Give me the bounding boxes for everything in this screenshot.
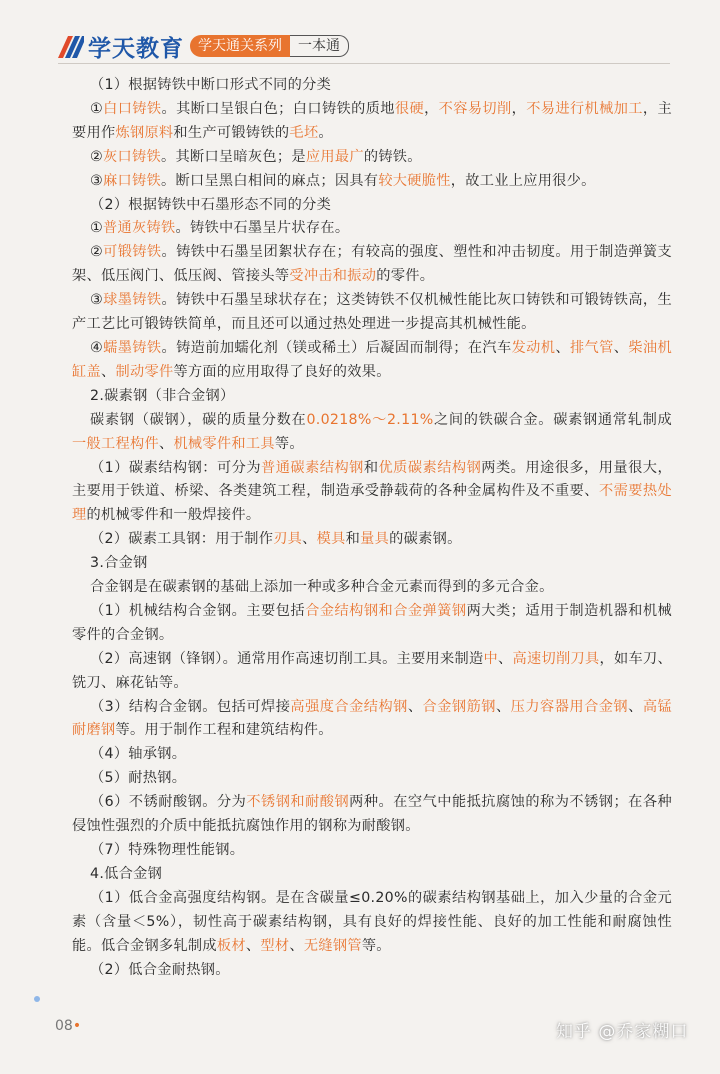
text-run: ④	[90, 339, 104, 356]
location-pin-icon	[34, 996, 40, 1002]
text-run: （1）机械结构合金钢。主要包括	[90, 602, 306, 619]
paragraph	[72, 170, 672, 194]
highlight-term: 很硬	[394, 100, 425, 117]
text-run: 的机械零件和一般焊接件。	[86, 507, 261, 524]
highlight-term: 柴油机缸盖	[72, 339, 672, 380]
text-run: 两种。在空气中能抵抗腐蚀的称为不锈钢；在各种侵蚀性强烈的介质中能抵抗腐蚀作用的钢称为耐酸钢。	[72, 794, 672, 835]
body-text	[72, 74, 672, 982]
highlight-term: 受冲击和振动	[289, 268, 377, 285]
text-run: 。其断口呈银白色；白口铸铁的质地	[161, 100, 395, 117]
text-run: ，如车刀、铣刀、麻花钻等。	[72, 650, 672, 691]
series-badge	[190, 34, 349, 58]
paragraph	[72, 337, 672, 385]
highlight-term: 排气管	[569, 339, 614, 356]
text-run: 、	[613, 339, 629, 356]
paragraph	[72, 959, 672, 983]
text-run: （1）碳素结构钢：可分为	[90, 459, 262, 476]
paragraph	[72, 552, 672, 576]
text-run: ①	[90, 100, 104, 117]
paragraph	[72, 576, 672, 600]
text-run: 2.碳素钢（非合金钢）	[90, 387, 235, 404]
paragraph	[72, 743, 672, 767]
logo-mark-icon	[58, 36, 84, 58]
highlight-term: 中	[483, 650, 499, 667]
highlight-term: 麻口铸铁	[103, 172, 161, 189]
paragraph	[72, 241, 672, 289]
paragraph	[72, 217, 672, 241]
highlight-term: 刃具	[273, 531, 303, 548]
text-run: 和	[363, 459, 379, 476]
text-run: ，	[424, 100, 439, 117]
text-run: 。铸铁中石墨呈球状存在；这类铸铁不仅机械性能比灰口铸铁和可锻铸铁高，生产工艺比可锻铸铁简单，而且还可以通过热处理进一步提高其机械性能。	[72, 292, 672, 333]
text-run: （2）高速钢（锋钢）。通常用作高速切削工具。主要用来制造	[90, 650, 484, 667]
page-header	[0, 0, 720, 66]
highlight-term: 白口铸铁	[103, 100, 162, 117]
text-run: 的碳素钢。	[389, 531, 462, 548]
highlight-term: 板材	[216, 937, 246, 954]
paragraph	[72, 600, 672, 648]
highlight-term: 应用最广	[305, 148, 364, 165]
paragraph	[72, 457, 672, 529]
highlight-term: 球墨铸铁	[103, 292, 162, 309]
text-run: 。其断口呈暗灰色；是	[160, 148, 306, 165]
highlight-term: 型材	[260, 937, 290, 954]
highlight-term: 毛坯	[289, 124, 319, 141]
highlight-term: 量具	[360, 531, 390, 548]
paragraph	[72, 528, 672, 552]
text-run: （1）根据铸铁中断口形式不同的分类	[90, 77, 332, 93]
paragraph	[72, 74, 672, 98]
series-subtitle: 一本通	[290, 35, 349, 57]
highlight-term: 高强度合金结构钢	[290, 698, 408, 715]
highlight-term: 一般工程构件	[72, 435, 159, 452]
highlight-term: 合金钢筋钢	[422, 698, 496, 715]
highlight-term: 发动机	[511, 339, 556, 356]
paragraph	[72, 767, 672, 791]
highlight-term: 蠕墨铸铁	[103, 339, 162, 356]
watermark: 知乎 @乔家糊口	[556, 1022, 689, 1042]
text-run: （2）碳素工具钢：用于制作	[90, 531, 274, 548]
text-run: 、	[407, 698, 423, 715]
text-run: 、	[158, 435, 174, 452]
paragraph	[72, 863, 672, 887]
text-run: ③	[90, 172, 104, 189]
page-number: 08•	[55, 1018, 82, 1034]
highlight-term: 合金结构钢和合金弹簧钢	[305, 602, 467, 619]
highlight-term: 优质碳素结构钢	[378, 459, 482, 476]
text-run: 的铸铁。	[363, 148, 422, 165]
text-run: ，故工业上应用很少。	[450, 172, 596, 189]
logo	[58, 30, 184, 63]
text-run: （5）耐热钢。	[90, 770, 187, 787]
text-run: 、	[628, 698, 643, 715]
text-run: 、	[302, 531, 317, 548]
text-run: （1）低合金高强度结构钢。是在含碳量≤0.20%的碳素结构钢基础上，加入少量的合金元素（含量＜5%），韧性高于碳素结构钢，具有良好的焊接性能、良好的加工性能和耐腐蚀性能。低合金钢多轧制成	[72, 889, 672, 954]
highlight-term: 高速切削刀具	[512, 650, 600, 667]
text-run: （3）结构合金钢。包括可焊接	[90, 698, 291, 715]
text-run: 。铸造前加蠕化剂（镁或稀土）后凝固而制得；在汽车	[161, 339, 512, 356]
text-run: 等。用于制作工程和建筑结构件。	[115, 722, 333, 739]
paragraph	[72, 385, 672, 409]
text-run: 。	[318, 124, 333, 141]
highlight-term: 制动零件	[115, 363, 174, 380]
paragraph	[72, 887, 672, 959]
highlight-term: 高锰耐磨钢	[72, 698, 672, 739]
text-run: 。铸铁中石墨呈团絮状存在；有较高的强度、塑性和冲击韧度。用于制造弹簧支架、低压阀门、低压阀、管接头等	[72, 244, 672, 285]
paragraph	[72, 791, 672, 839]
text-run: 、	[100, 363, 116, 380]
paragraph	[72, 194, 672, 218]
text-run: 和	[345, 531, 361, 548]
text-run: 两类。用途很多，用量很大，主要用于铁道、桥梁、各类建筑工程，制造承受静载荷的各种金属构件及不重要、	[72, 459, 672, 500]
highlight-term: 不容易切削	[438, 100, 512, 117]
highlight-term: 无缝钢管	[303, 937, 362, 954]
text-run: （2）低合金耐热钢。	[90, 961, 230, 978]
text-run: ①	[90, 220, 104, 237]
text-run: 。断口呈黑白相间的麻点；因具有	[160, 172, 379, 189]
series-tag: 学天通关系列	[190, 35, 290, 57]
highlight-term: 0.0218%～2.11%	[306, 411, 434, 428]
text-run: 、	[555, 339, 570, 356]
text-run: 和生产可锻铸铁的	[173, 124, 290, 141]
text-run: （7）特殊物理性能钢。	[90, 842, 245, 858]
brand-name: 学天教育	[88, 36, 184, 62]
highlight-term: 普通碳素结构钢	[261, 459, 364, 476]
text-run: （4）轴承钢。	[90, 746, 187, 763]
paragraph	[72, 98, 672, 146]
text-run: 的零件。	[376, 268, 435, 285]
text-run: ②	[90, 148, 104, 165]
text-run: 合金钢是在碳素钢的基础上添加一种或多种合金元素而得到的多元合金。	[90, 579, 554, 596]
highlight-term: 不锈钢和耐酸钢	[246, 794, 350, 811]
text-run: 等。	[274, 435, 304, 452]
text-run: 4.低合金钢	[90, 865, 163, 882]
text-run: ③	[90, 292, 104, 309]
text-run: ②	[90, 244, 104, 261]
text-run: 两大类；适用于制造机器和机械零件的合金钢。	[72, 602, 672, 643]
highlight-term: 可锻铸铁	[103, 244, 162, 261]
text-run: 。铸铁中石墨呈片状存在。	[175, 220, 350, 237]
text-run: 、	[289, 937, 304, 954]
paragraph	[72, 146, 672, 170]
text-run: ，主要用作	[72, 100, 672, 141]
paragraph	[72, 409, 672, 457]
paragraph	[72, 648, 672, 696]
text-run: 之间的铁碳合金。碳素钢通常轧制成	[433, 411, 673, 428]
highlight-term: 不需要热处理	[72, 483, 672, 524]
header-divider	[58, 63, 670, 64]
highlight-term: 普通灰铸铁	[103, 220, 176, 237]
text-run: 等。	[361, 937, 391, 954]
text-run: （6）不锈耐酸钢。分为	[90, 794, 247, 811]
paragraph	[72, 289, 672, 337]
text-run: 、	[495, 698, 511, 715]
text-run: 、	[498, 650, 513, 667]
text-run: （2）根据铸铁中石墨形态不同的分类	[90, 196, 332, 213]
text-run: 、	[245, 937, 261, 954]
highlight-term: 机械零件和工具	[173, 435, 275, 452]
highlight-term: 压力容器用合金钢	[510, 698, 629, 715]
paragraph	[72, 839, 672, 863]
highlight-term: 不易进行机械加工	[526, 100, 643, 117]
highlight-term: 模具	[316, 531, 346, 548]
text-run: 等方面的应用取得了良好的效果。	[173, 363, 391, 380]
text-run: 碳素钢（碳钢），碳的质量分数在	[90, 411, 307, 428]
text-run: 3.合金钢	[90, 555, 148, 572]
highlight-term: 较大硬脆性	[378, 172, 451, 189]
paragraph	[72, 696, 672, 744]
text-run: ，	[511, 100, 527, 117]
highlight-term: 炼钢原料	[115, 124, 174, 141]
highlight-term: 灰口铸铁	[103, 148, 161, 165]
